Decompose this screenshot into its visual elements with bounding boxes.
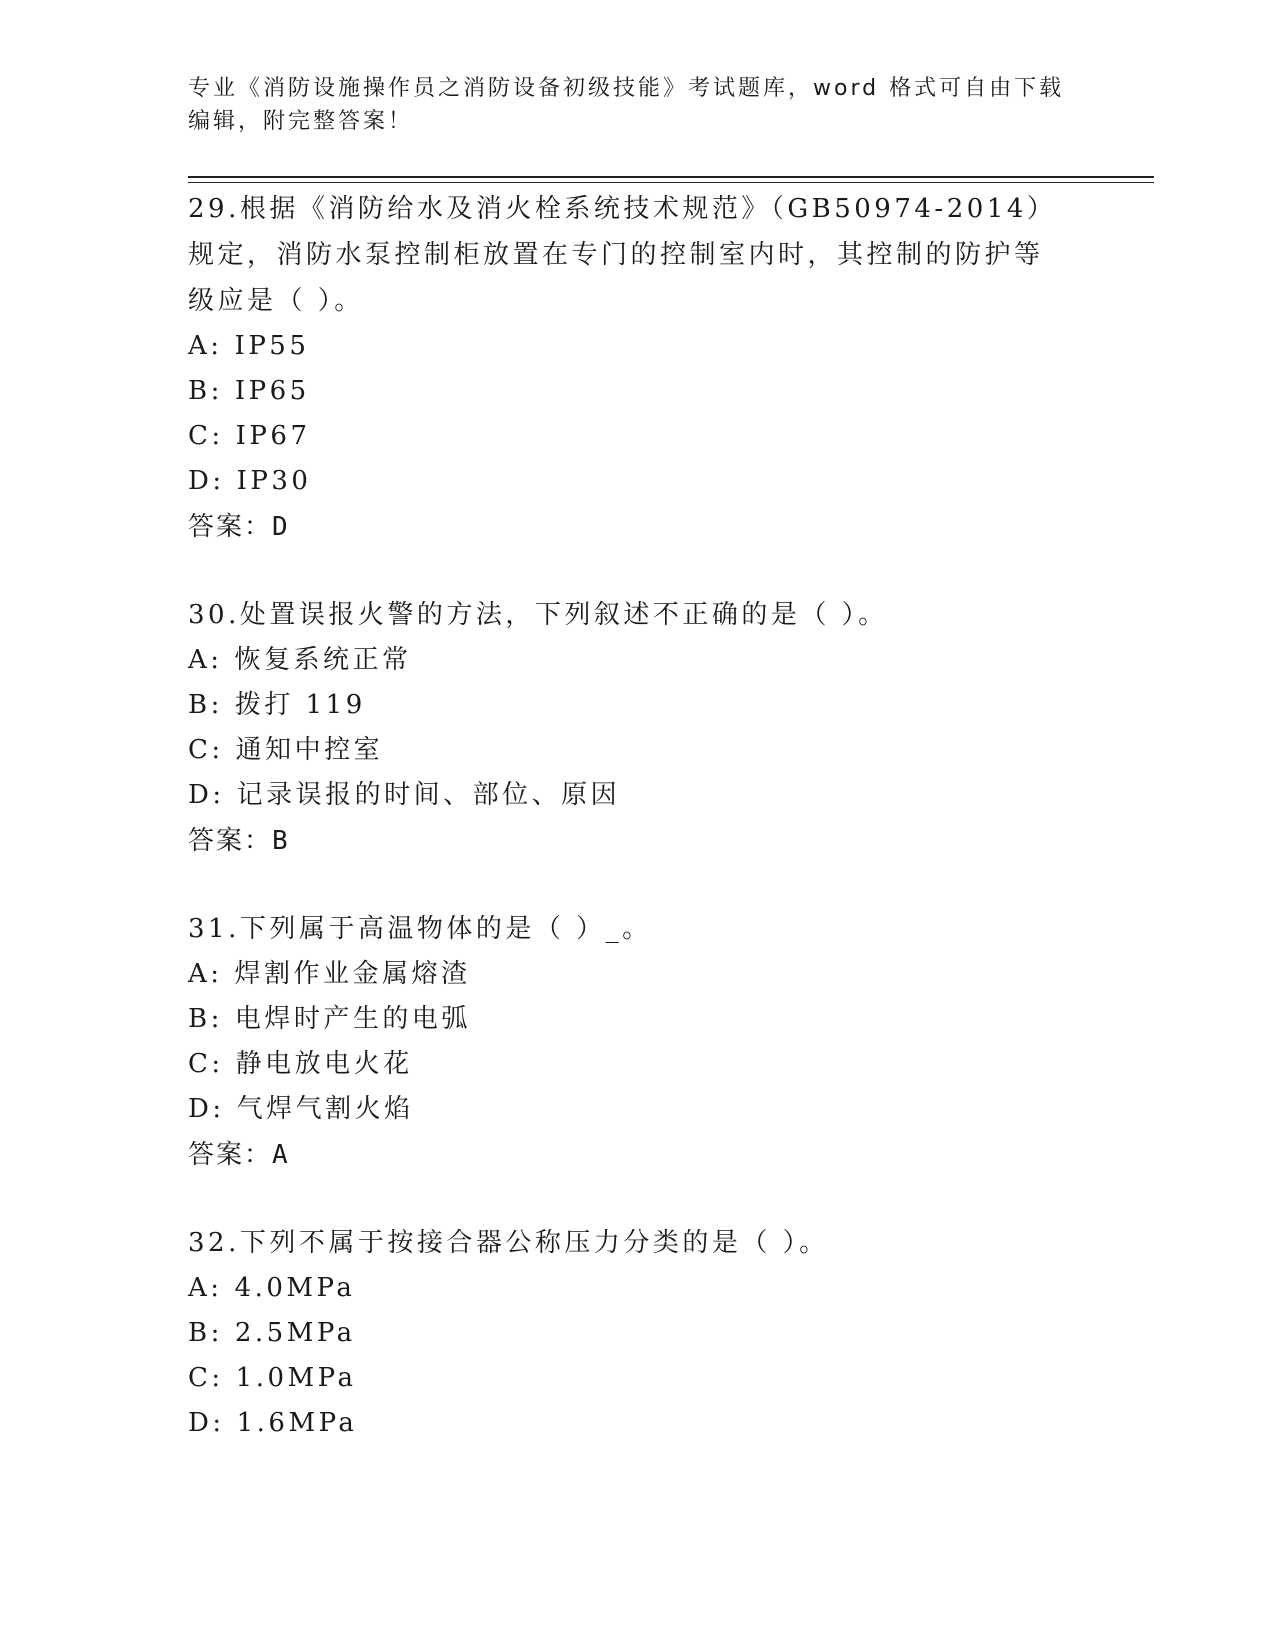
option-key: D: [188, 466, 225, 496]
option-c [188, 1356, 1068, 1401]
option-key: B: [188, 690, 223, 720]
option-a [188, 952, 1068, 997]
option-b [188, 683, 1068, 728]
option-a [188, 638, 1068, 683]
option-d [188, 1401, 1068, 1446]
option-text: 气焊气割火焰 [236, 1094, 414, 1124]
option-text: 焊割作业金属熔渣 [234, 959, 471, 989]
option-key: D: [188, 780, 225, 810]
option-text: IP65 [234, 376, 310, 406]
question-stem: 30.处置误报火警的方法，下列叙述不正确的是（ ）。 [188, 600, 888, 630]
option-text: 1.6MPa [236, 1408, 358, 1438]
option-key: A: [188, 645, 223, 675]
question-stem: 31.下列属于高温物体的是（ ）_。 [188, 914, 652, 944]
option-a [188, 324, 1068, 369]
question-30 [188, 592, 1068, 864]
option-key: B: [188, 1004, 223, 1034]
option-text: 2.5MPa [234, 1318, 356, 1348]
option-text: IP55 [234, 331, 310, 361]
option-a [188, 1266, 1068, 1311]
option-key: C: [188, 421, 224, 451]
option-d [188, 1087, 1068, 1132]
option-text: 拨打 119 [234, 690, 366, 720]
option-text: 静电放电火花 [235, 1049, 413, 1079]
option-key: D: [188, 1094, 225, 1124]
option-text: 恢复系统正常 [234, 645, 412, 675]
option-c [188, 728, 1068, 773]
option-text: 电焊时产生的电弧 [234, 1004, 471, 1034]
option-key: B: [188, 1318, 223, 1348]
document-header: 专业《消防设施操作员之消防设备初级技能》考试题库，word 格式可自由下载编辑，附完整答案！ [188, 76, 1065, 134]
question-list [188, 186, 1068, 1488]
answer-line: 答案：D [188, 512, 290, 542]
answer-line: 答案：B [188, 826, 290, 856]
option-b [188, 369, 1068, 414]
option-key: B: [188, 376, 223, 406]
option-key: D: [188, 1408, 225, 1438]
option-b [188, 1311, 1068, 1356]
question-stem: 29.根据《消防给水及消火栓系统技术规范》（GB50974-2014）规定，消防水泵控制柜放置在专门的控制室内时，其控制的防护等级应是（ ）。 [188, 194, 1057, 316]
option-key: C: [188, 1049, 224, 1079]
option-text: IP67 [235, 421, 311, 451]
option-key: A: [188, 1273, 223, 1303]
option-key: A: [188, 959, 223, 989]
option-c [188, 1042, 1068, 1087]
question-31 [188, 906, 1068, 1178]
option-key: C: [188, 735, 224, 765]
question-stem: 32.下列不属于按接合器公称压力分类的是（ ）。 [188, 1228, 829, 1258]
option-text: IP30 [236, 466, 312, 496]
answer-line: 答案：A [188, 1140, 290, 1170]
option-text: 4.0MPa [234, 1273, 356, 1303]
option-text: 1.0MPa [235, 1363, 357, 1393]
option-d [188, 773, 1068, 818]
option-text: 记录误报的时间、部位、原因 [236, 780, 621, 810]
option-b [188, 997, 1068, 1042]
option-text: 通知中控室 [235, 735, 384, 765]
option-d [188, 459, 1068, 504]
question-32 [188, 1220, 1068, 1446]
question-29 [188, 186, 1068, 550]
header-divider-thin [188, 182, 1154, 183]
option-key: A: [188, 331, 223, 361]
option-c [188, 414, 1068, 459]
option-key: C: [188, 1363, 224, 1393]
header-divider-thick [188, 176, 1154, 178]
